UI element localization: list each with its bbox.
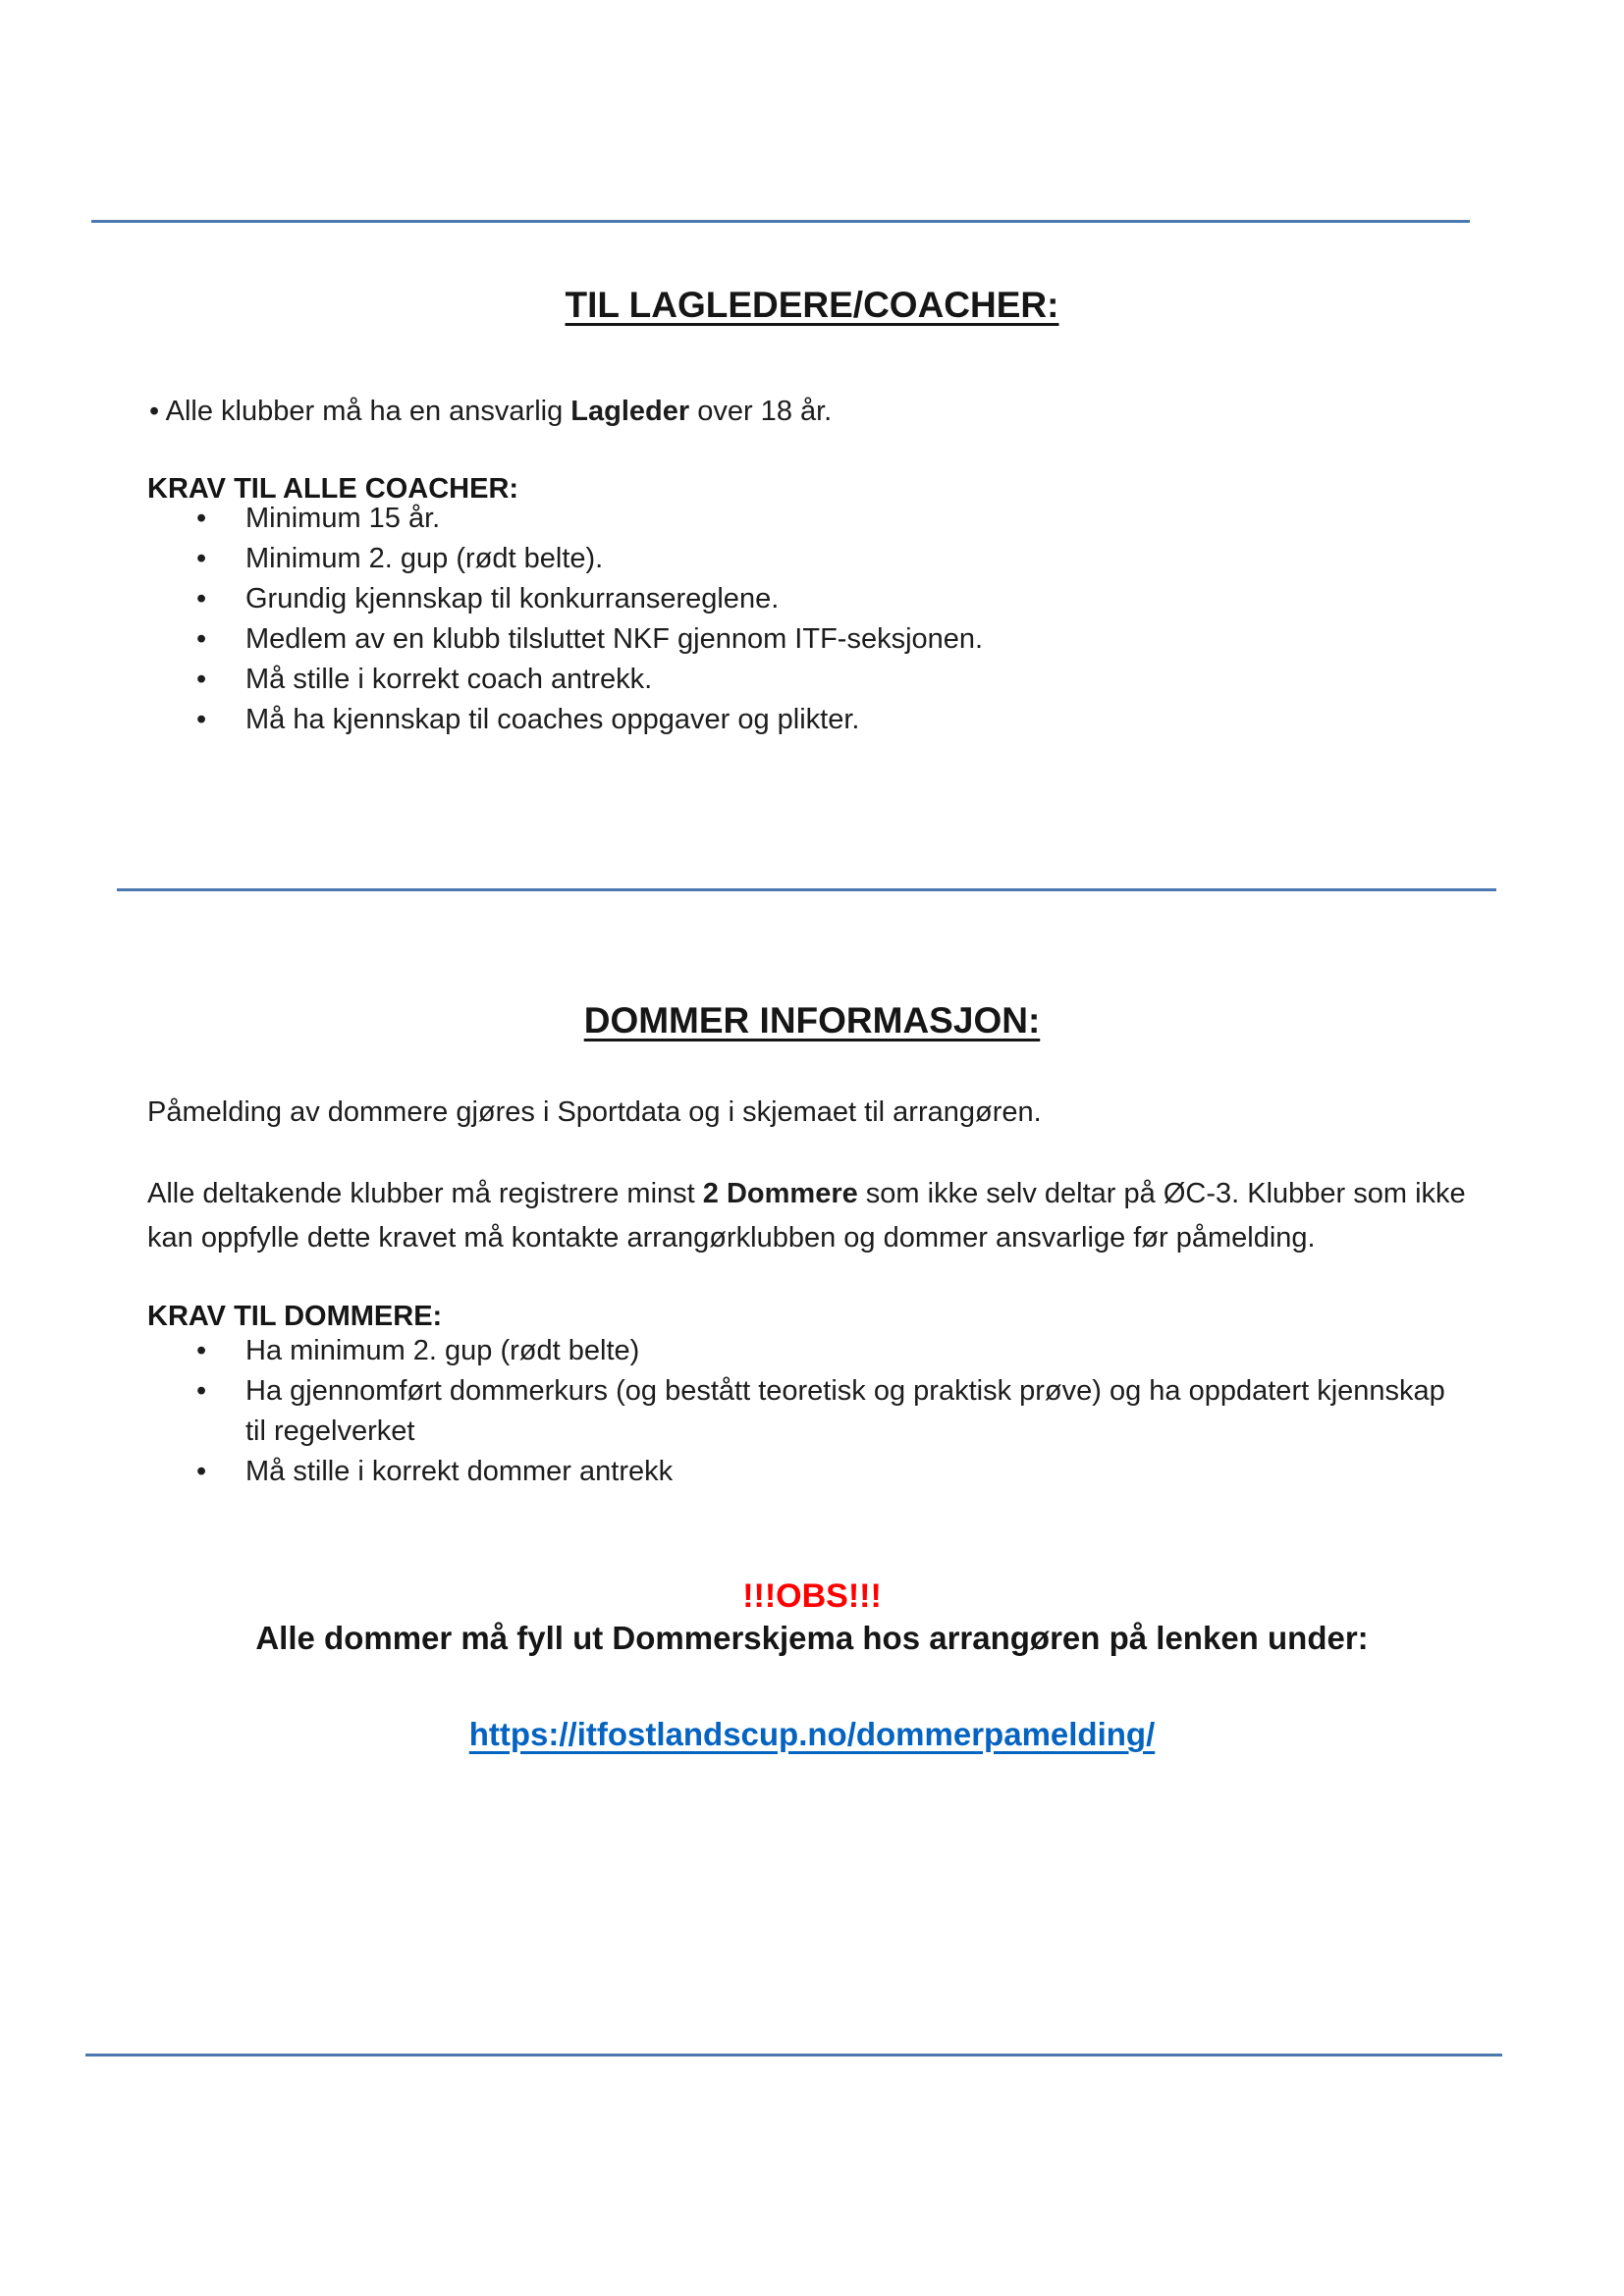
list-item: • Må ha kjennskap til coaches oppgaver og plikter. xyxy=(147,700,1463,740)
list-item: • Må stille i korrekt coach antrekk. xyxy=(147,660,1463,700)
referee-form-instruction: Alle dommer må fyll ut Dommerskjema hos arrangøren på lenken under: xyxy=(255,1620,1369,1656)
referee-requirement-paragraph xyxy=(147,1172,1514,1260)
horizontal-divider-top xyxy=(91,220,1470,223)
referee-section-title: DOMMER INFORMASJON: xyxy=(583,1000,1041,1041)
referee-signup-link-line xyxy=(0,1716,1624,1753)
referee-paragraph-bold: 2 Dommere xyxy=(702,1178,858,1209)
referee-paragraph-prefix: Alle deltakende klubber må registrere minst xyxy=(147,1178,703,1209)
coach-requirements-heading: KRAV TIL ALLE COACHER: xyxy=(147,473,519,505)
obs-warning-text: !!!OBS!!! xyxy=(742,1577,882,1615)
coach-intro-prefix: • Alle klubber må ha en ansvarlig xyxy=(149,396,571,427)
horizontal-divider-bottom xyxy=(85,2054,1502,2056)
referee-requirements-list xyxy=(147,1331,1453,1492)
referee-paragraph-suffix: som ikke selv deltar på ØC-3. Klubber som ikke kan oppfylle dette kravet må kontakte arrangørklubben og dommer ansvarlige før påmelding. xyxy=(147,1178,1466,1254)
list-item: • Grundig kjennskap til konkurransereglene. xyxy=(147,579,1463,619)
referee-signup-link[interactable]: https://itfostlandscup.no/dommerpamelding/ xyxy=(468,1716,1156,1752)
horizontal-divider-middle xyxy=(117,888,1496,891)
list-item: • Minimum 2. gup (rødt belte). xyxy=(147,539,1463,579)
list-item: • Minimum 15 år. xyxy=(147,499,1463,539)
list-item: • Ha gjennomført dommerkurs (og bestått teoretisk og praktisk prøve) og ha oppdatert kjennskap til regelverket xyxy=(147,1371,1453,1452)
list-item: • Medlem av en klubb tilsluttet NKF gjennom ITF-seksjonen. xyxy=(147,619,1463,660)
coach-intro-suffix: over 18 år. xyxy=(689,396,833,427)
list-item: • Må stille i korrekt dommer antrekk xyxy=(147,1452,1453,1492)
coach-section-title: TIL LAGLEDERE/COACHER: xyxy=(565,285,1059,325)
referee-requirements-heading: KRAV TIL DOMMERE: xyxy=(147,1301,443,1332)
coach-requirements-list xyxy=(147,499,1463,740)
list-item: • Ha minimum 2. gup (rødt belte) xyxy=(147,1331,1453,1371)
referee-registration-paragraph: Påmelding av dommere gjøres i Sportdata og i skjemaet til arrangøren. xyxy=(147,1096,1042,1128)
coach-intro-line xyxy=(149,391,1496,432)
coach-intro-bold: Lagleder xyxy=(570,396,690,427)
